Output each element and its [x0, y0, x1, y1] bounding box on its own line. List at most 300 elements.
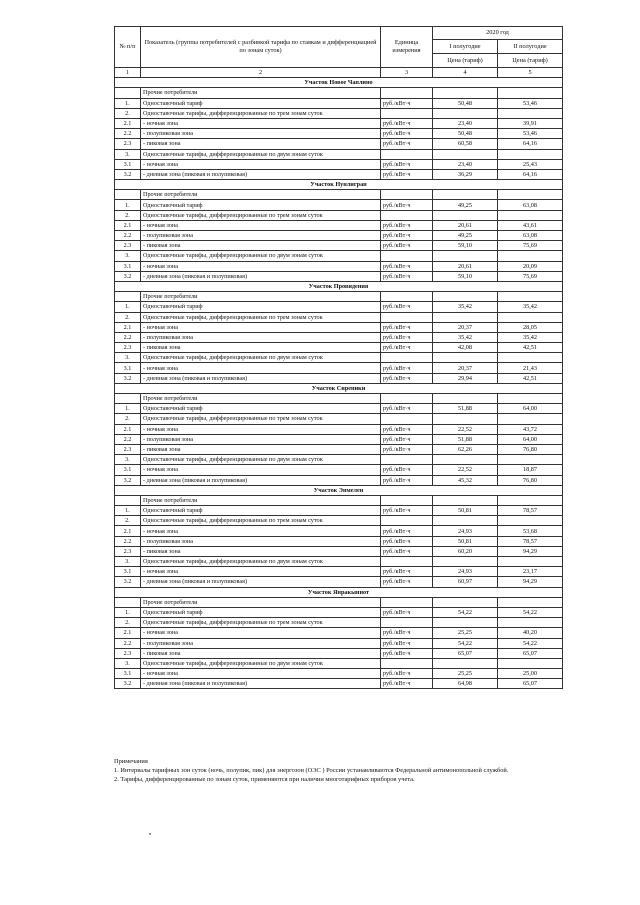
value-h2	[498, 557, 563, 567]
section-row	[115, 78, 563, 88]
row-unit: руб./кВт·ч	[381, 373, 433, 383]
row-label: - ночная зона	[141, 363, 381, 373]
value-h1: 24,93	[433, 526, 498, 536]
value-h2	[498, 312, 563, 322]
row-unit: руб./кВт·ч	[381, 322, 433, 332]
row-number: 2.3	[115, 648, 141, 658]
value-h2: 35,42	[498, 332, 563, 342]
row-unit: руб./кВт·ч	[381, 231, 433, 241]
row-number: 3.1	[115, 567, 141, 577]
table-row	[115, 129, 563, 139]
row-number: 2.1	[115, 526, 141, 536]
row-number: 2.	[115, 312, 141, 322]
value-h1	[433, 658, 498, 668]
row-unit	[381, 414, 433, 424]
value-h2	[498, 88, 563, 98]
value-h1: 60,58	[433, 139, 498, 149]
value-h1	[433, 516, 498, 526]
row-number: 2.2	[115, 536, 141, 546]
value-h2	[498, 658, 563, 668]
row-label: Одноставочные тарифы, дифференцированные по трем зонам суток	[141, 618, 381, 628]
table-row	[115, 536, 563, 546]
row-label: Одноставочные тарифы, дифференцированные по двум зонам суток	[141, 353, 381, 363]
value-h1: 23,40	[433, 118, 498, 128]
value-h2	[498, 394, 563, 404]
value-h1: 20,37	[433, 363, 498, 373]
table-row	[115, 506, 563, 516]
row-label: Одноставочные тарифы, дифференцированные по двум зонам суток	[141, 251, 381, 261]
value-h2	[498, 190, 563, 200]
value-h1	[433, 108, 498, 118]
row-label: - пиковая зона	[141, 139, 381, 149]
table-row	[115, 546, 563, 556]
row-label: - пиковая зона	[141, 648, 381, 658]
row-number	[115, 495, 141, 505]
row-unit: руб./кВт·ч	[381, 679, 433, 689]
row-number: 2.3	[115, 241, 141, 251]
row-number: 2.	[115, 516, 141, 526]
value-h1	[433, 557, 498, 567]
row-unit: руб./кВт·ч	[381, 220, 433, 230]
value-h2: 25,00	[498, 669, 563, 679]
value-h2: 54,22	[498, 638, 563, 648]
value-h2: 65,07	[498, 648, 563, 658]
row-label: - пиковая зона	[141, 343, 381, 353]
row-number: 3.	[115, 149, 141, 159]
row-unit	[381, 88, 433, 98]
row-number: 3.	[115, 658, 141, 668]
value-h1: 36,29	[433, 169, 498, 179]
table-row	[115, 88, 563, 98]
row-label: Одноставочные тарифы, дифференцированные по трем зонам суток	[141, 414, 381, 424]
table-row	[115, 353, 563, 363]
header-price-2: Цена (тариф)	[498, 54, 563, 68]
row-number: 3.2	[115, 271, 141, 281]
row-unit: руб./кВт·ч	[381, 424, 433, 434]
row-unit: руб./кВт·ч	[381, 271, 433, 281]
table-row	[115, 577, 563, 587]
section-title: Участок Сиреники	[115, 383, 563, 393]
row-number: 2.3	[115, 444, 141, 454]
table-row	[115, 475, 563, 485]
note-item: 2. Тарифы, дифференцированные по зонам суток, применяются при наличии многотарифных приборов учета.	[114, 776, 415, 783]
row-unit: руб./кВт·ч	[381, 434, 433, 444]
table-row	[115, 434, 563, 444]
row-label: Одноставочные тарифы, дифференцированные по трем зонам суток	[141, 516, 381, 526]
tariff-table	[114, 26, 563, 689]
row-label: - полупиковая зона	[141, 332, 381, 342]
value-h2: 43,72	[498, 424, 563, 434]
value-h1: 60,97	[433, 577, 498, 587]
value-h1: 23,40	[433, 159, 498, 169]
value-h2	[498, 210, 563, 220]
value-h2: 28,05	[498, 322, 563, 332]
row-label: - ночная зона	[141, 118, 381, 128]
table-row	[115, 557, 563, 567]
table-row	[115, 658, 563, 668]
row-number: 2.2	[115, 129, 141, 139]
row-unit: руб./кВт·ч	[381, 404, 433, 414]
row-number: 2.3	[115, 139, 141, 149]
value-h2: 20,09	[498, 261, 563, 271]
table-row	[115, 628, 563, 638]
row-unit: руб./кВт·ч	[381, 648, 433, 658]
value-h1: 35,42	[433, 332, 498, 342]
value-h1	[433, 292, 498, 302]
row-label: Прочие потребители	[141, 292, 381, 302]
value-h1: 50,48	[433, 129, 498, 139]
row-label: - ночная зона	[141, 526, 381, 536]
row-number: 3.1	[115, 669, 141, 679]
row-number: 1.	[115, 607, 141, 617]
value-h2: 78,57	[498, 506, 563, 516]
row-number: 1.	[115, 302, 141, 312]
value-h2: 63,08	[498, 231, 563, 241]
row-number: 2.1	[115, 322, 141, 332]
value-h2	[498, 108, 563, 118]
row-unit: руб./кВт·ч	[381, 669, 433, 679]
value-h2: 18,87	[498, 465, 563, 475]
value-h1: 49,25	[433, 231, 498, 241]
row-label: - полупиковая зона	[141, 231, 381, 241]
value-h2: 25,43	[498, 159, 563, 169]
row-label: Одноставочный тариф	[141, 607, 381, 617]
row-number: 3.1	[115, 159, 141, 169]
column-number: 1	[115, 68, 141, 78]
row-label: - полупиковая зона	[141, 536, 381, 546]
table-row	[115, 302, 563, 312]
table-row	[115, 455, 563, 465]
value-h2	[498, 618, 563, 628]
table-row	[115, 526, 563, 536]
value-h1	[433, 149, 498, 159]
value-h1: 51,88	[433, 404, 498, 414]
section-row	[115, 281, 563, 291]
value-h1	[433, 251, 498, 261]
row-label: - ночная зона	[141, 424, 381, 434]
row-number: 2.1	[115, 628, 141, 638]
row-number: 3.2	[115, 577, 141, 587]
header-year: 2020 год	[433, 27, 563, 40]
table-row	[115, 139, 563, 149]
row-number: 3.1	[115, 363, 141, 373]
value-h1	[433, 353, 498, 363]
value-h2	[498, 495, 563, 505]
row-unit	[381, 149, 433, 159]
row-unit: руб./кВт·ч	[381, 129, 433, 139]
table-row	[115, 190, 563, 200]
value-h1: 20,37	[433, 322, 498, 332]
value-h1: 29,94	[433, 373, 498, 383]
row-unit	[381, 108, 433, 118]
row-label: Одноставочные тарифы, дифференцированные по двум зонам суток	[141, 658, 381, 668]
row-number: 3.	[115, 353, 141, 363]
row-unit	[381, 292, 433, 302]
row-unit	[381, 557, 433, 567]
value-h1	[433, 618, 498, 628]
row-number: 1.	[115, 98, 141, 108]
row-label: Прочие потребители	[141, 495, 381, 505]
row-label: - дневная зона (пиковая и полупиковая)	[141, 169, 381, 179]
value-h2	[498, 251, 563, 261]
table-row	[115, 516, 563, 526]
value-h2: 53,68	[498, 526, 563, 536]
row-unit	[381, 251, 433, 261]
row-label: - ночная зона	[141, 567, 381, 577]
row-unit	[381, 190, 433, 200]
section-title: Участок Энмелен	[115, 485, 563, 495]
row-label: Прочие потребители	[141, 190, 381, 200]
row-unit: руб./кВт·ч	[381, 607, 433, 617]
value-h2: 76,80	[498, 444, 563, 454]
table-row	[115, 210, 563, 220]
value-h1: 22,52	[433, 465, 498, 475]
value-h1	[433, 455, 498, 465]
value-h1: 25,25	[433, 628, 498, 638]
section-row	[115, 383, 563, 393]
section-row	[115, 180, 563, 190]
row-number: 3.	[115, 251, 141, 261]
row-unit: руб./кВт·ч	[381, 577, 433, 587]
row-unit: руб./кВт·ч	[381, 302, 433, 312]
value-h2: 35,42	[498, 302, 563, 312]
row-unit: руб./кВт·ч	[381, 261, 433, 271]
value-h1: 20,61	[433, 220, 498, 230]
row-unit	[381, 312, 433, 322]
row-label: Одноставочные тарифы, дифференцированные по трем зонам суток	[141, 312, 381, 322]
row-unit: руб./кВт·ч	[381, 546, 433, 556]
row-number: 3.2	[115, 475, 141, 485]
row-unit: руб./кВт·ч	[381, 465, 433, 475]
row-unit: руб./кВт·ч	[381, 638, 433, 648]
value-h1	[433, 88, 498, 98]
row-unit: руб./кВт·ч	[381, 567, 433, 577]
table-row	[115, 322, 563, 332]
row-label: - дневная зона (пиковая и полупиковая)	[141, 679, 381, 689]
value-h1: 25,25	[433, 669, 498, 679]
table-row	[115, 241, 563, 251]
row-label: - пиковая зона	[141, 444, 381, 454]
table-row	[115, 149, 563, 159]
value-h1: 65,07	[433, 648, 498, 658]
table-row	[115, 394, 563, 404]
table-row	[115, 373, 563, 383]
value-h2: 64,00	[498, 434, 563, 444]
value-h1	[433, 597, 498, 607]
section-title: Участок Новое Чаплино	[115, 78, 563, 88]
table-row	[115, 495, 563, 505]
row-unit: руб./кВт·ч	[381, 475, 433, 485]
value-h1	[433, 394, 498, 404]
row-number: 2.2	[115, 332, 141, 342]
row-number: 3.2	[115, 169, 141, 179]
table-row	[115, 567, 563, 577]
value-h2	[498, 414, 563, 424]
table-row	[115, 465, 563, 475]
notes-title: Примечания	[114, 758, 148, 765]
value-h2	[498, 353, 563, 363]
row-number: 3.	[115, 455, 141, 465]
row-number: 1.	[115, 200, 141, 210]
section-title: Участок Провидения	[115, 281, 563, 291]
row-unit: руб./кВт·ч	[381, 98, 433, 108]
table-row	[115, 363, 563, 373]
row-label: - ночная зона	[141, 628, 381, 638]
table-row	[115, 618, 563, 628]
row-number: 2.	[115, 210, 141, 220]
row-label: - ночная зона	[141, 322, 381, 332]
row-number	[115, 394, 141, 404]
value-h1: 24,93	[433, 567, 498, 577]
value-h2	[498, 516, 563, 526]
row-unit	[381, 455, 433, 465]
row-label: - дневная зона (пиковая и полупиковая)	[141, 271, 381, 281]
row-unit: руб./кВт·ч	[381, 343, 433, 353]
row-number: 2.	[115, 414, 141, 424]
section-title: Участок Янракыннот	[115, 587, 563, 597]
row-label: - полупиковая зона	[141, 129, 381, 139]
row-number: 3.2	[115, 373, 141, 383]
header-price-1: Цена (тариф)	[433, 54, 498, 68]
table-row	[115, 648, 563, 658]
row-label: Одноставочный тариф	[141, 506, 381, 516]
value-h1: 64,98	[433, 679, 498, 689]
notes-block	[114, 757, 566, 784]
value-h1: 42,08	[433, 343, 498, 353]
header-num: № п/п	[115, 27, 141, 68]
table-row	[115, 251, 563, 261]
value-h1: 54,22	[433, 607, 498, 617]
value-h2: 94,29	[498, 546, 563, 556]
value-h1: 50,81	[433, 536, 498, 546]
table-row	[115, 292, 563, 302]
value-h1: 62,26	[433, 444, 498, 454]
row-number: 3.	[115, 557, 141, 567]
row-label: Одноставочный тариф	[141, 200, 381, 210]
row-unit	[381, 353, 433, 363]
row-unit: руб./кВт·ч	[381, 241, 433, 251]
header-half-2: II полугодие	[498, 40, 563, 54]
table-row	[115, 108, 563, 118]
row-number: 2.	[115, 108, 141, 118]
row-number: 2.3	[115, 343, 141, 353]
table-row	[115, 98, 563, 108]
row-number: 1.	[115, 404, 141, 414]
value-h1: 50,48	[433, 98, 498, 108]
row-number: 3.2	[115, 679, 141, 689]
row-number	[115, 292, 141, 302]
table-row	[115, 679, 563, 689]
row-label: Одноставочный тариф	[141, 98, 381, 108]
table-row	[115, 414, 563, 424]
table-row	[115, 404, 563, 414]
value-h2: 64,00	[498, 404, 563, 414]
row-number: 1.	[115, 506, 141, 516]
value-h2: 23,17	[498, 567, 563, 577]
row-unit: руб./кВт·ч	[381, 118, 433, 128]
row-number: 3.1	[115, 261, 141, 271]
value-h1: 49,25	[433, 200, 498, 210]
row-unit	[381, 394, 433, 404]
table-row	[115, 597, 563, 607]
value-h2: 54,22	[498, 607, 563, 617]
row-label: - дневная зона (пиковая и полупиковая)	[141, 475, 381, 485]
row-unit	[381, 618, 433, 628]
row-unit: руб./кВт·ч	[381, 628, 433, 638]
row-number: 2.1	[115, 424, 141, 434]
row-label: Одноставочные тарифы, дифференцированные по двум зонам суток	[141, 149, 381, 159]
column-numbers-row	[115, 68, 563, 78]
value-h1: 50,81	[433, 506, 498, 516]
column-number: 2	[141, 68, 381, 78]
note-item: 1. Интервалы тарифных зон суток (ночь, полупик, пик) для энергозон (ОЭС ) России устанавливаются Федеральной антимонопольной службой.	[114, 767, 509, 774]
header-half-1: I полугодие	[433, 40, 498, 54]
row-label: Одноставочные тарифы, дифференцированные по двум зонам суток	[141, 455, 381, 465]
value-h1	[433, 414, 498, 424]
section-title: Участок Нунлигран	[115, 180, 563, 190]
row-number: 2.2	[115, 434, 141, 444]
row-label: Одноставочный тариф	[141, 404, 381, 414]
value-h2: 42,51	[498, 373, 563, 383]
row-label: - ночная зона	[141, 220, 381, 230]
row-unit: руб./кВт·ч	[381, 506, 433, 516]
value-h2	[498, 149, 563, 159]
row-unit: руб./кВт·ч	[381, 526, 433, 536]
table-row	[115, 159, 563, 169]
row-label: - полупиковая зона	[141, 434, 381, 444]
row-label: - пиковая зона	[141, 546, 381, 556]
row-label: - ночная зона	[141, 261, 381, 271]
value-h1	[433, 312, 498, 322]
row-unit: руб./кВт·ч	[381, 444, 433, 454]
value-h2: 64,16	[498, 169, 563, 179]
table-row	[115, 271, 563, 281]
value-h1: 22,52	[433, 424, 498, 434]
table-row	[115, 669, 563, 679]
row-label: - полупиковая зона	[141, 638, 381, 648]
row-label: - дневная зона (пиковая и полупиковая)	[141, 577, 381, 587]
table-header	[115, 27, 563, 68]
row-number: 2.3	[115, 546, 141, 556]
row-number: 2.	[115, 618, 141, 628]
value-h2: 65,07	[498, 679, 563, 689]
value-h2: 64,16	[498, 139, 563, 149]
value-h2: 53,46	[498, 129, 563, 139]
row-unit	[381, 516, 433, 526]
value-h1	[433, 210, 498, 220]
value-h1: 54,22	[433, 638, 498, 648]
row-unit: руб./кВт·ч	[381, 139, 433, 149]
row-unit	[381, 658, 433, 668]
value-h2: 94,29	[498, 577, 563, 587]
row-label: Прочие потребители	[141, 88, 381, 98]
column-number: 5	[498, 68, 563, 78]
row-number: 2.1	[115, 118, 141, 128]
value-h2	[498, 292, 563, 302]
value-h2: 39,91	[498, 118, 563, 128]
value-h2: 42,51	[498, 343, 563, 353]
table-row	[115, 638, 563, 648]
table-row	[115, 444, 563, 454]
value-h1: 59,10	[433, 241, 498, 251]
row-unit: руб./кВт·ч	[381, 332, 433, 342]
value-h1: 35,42	[433, 302, 498, 312]
row-unit: руб./кВт·ч	[381, 200, 433, 210]
row-unit	[381, 210, 433, 220]
table-row	[115, 169, 563, 179]
row-label: Одноставочные тарифы, дифференцированные по двум зонам суток	[141, 557, 381, 567]
row-number: 2.2	[115, 638, 141, 648]
